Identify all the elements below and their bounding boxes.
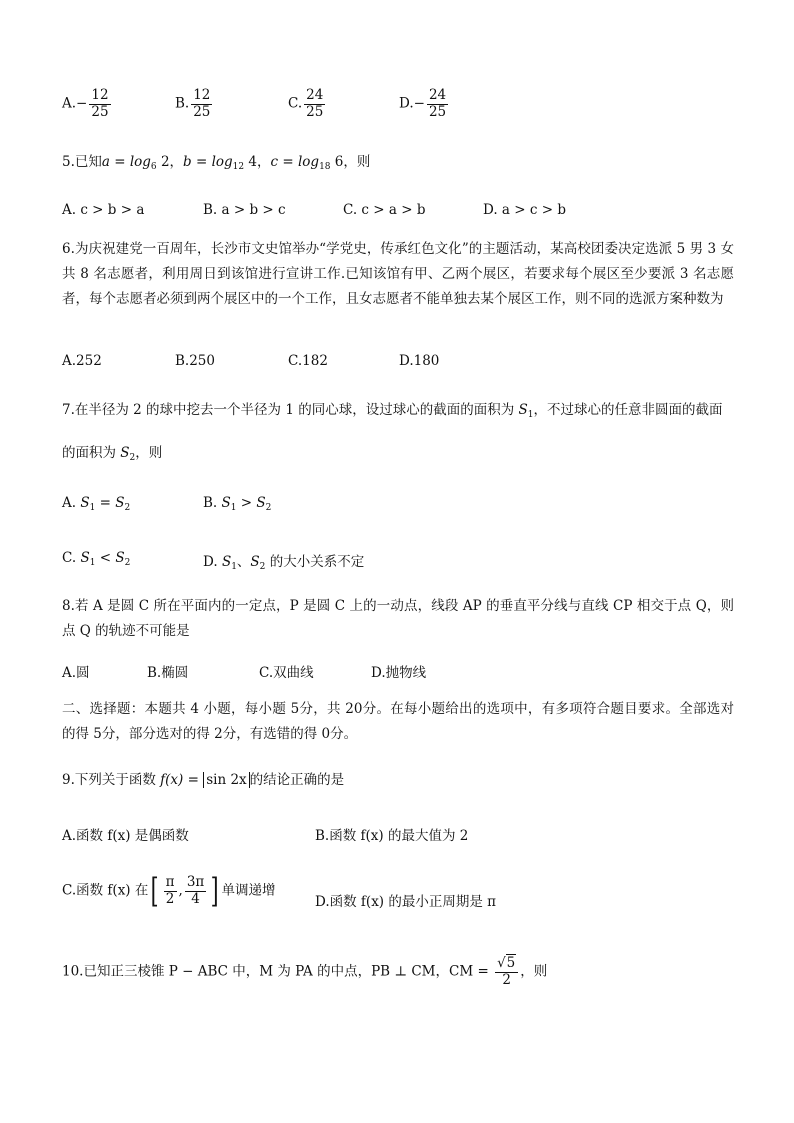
q9-stem [62,768,344,788]
q4-option-d [399,88,450,120]
q9-option-d: D.函数 f(x) 的最小正周期是 π [315,894,497,910]
option-label: D. [399,95,414,112]
q5-b-expr: b = log [183,154,233,170]
denominator: 25 [306,103,324,120]
q9-option-b: B.函数 f(x) 的最大值为 2 [315,828,469,844]
q8-option-d: D.抛物线 [371,665,427,681]
q9-text: 的结论正确的是 [249,772,345,788]
q7-stem-line1: 7.在半径为 2 的球中挖去一个半径为 1 的同心球，设过球心的截面的面积为 $S_1$，不过球心的任意非圆面的截面 [62,402,723,420]
separator: ， [257,154,271,170]
q7-text: ，不过球心的任意非圆面的截面 [533,402,723,418]
q5-c-expr: c = log [270,154,320,170]
q7-option-a: A. $S_1 = S_2$ [62,495,131,513]
q8-option-a: A.圆 [62,665,90,681]
symbol-s: S [115,495,125,511]
numerator: 24 [428,87,447,103]
fraction [191,88,212,120]
absolute-value: sin 2x [203,772,249,788]
q5-stem [62,150,370,172]
q5-c-arg: 6 [330,154,344,170]
q7-stem-line2: 的面积为 $S_2$，则 [62,445,163,463]
q9-text: 单调递增 [221,882,276,899]
q7-text: 的面积为 [62,445,121,461]
option-label: B. [203,495,222,511]
denominator: 25 [91,103,109,120]
symbol-s: S [221,495,231,511]
q7-text: 7.在半径为 2 的球中挖去一个半径为 1 的同心球，设过球心的截面的面积为 [62,402,519,418]
q5-suffix: ，则 [343,154,371,170]
symbol-s: S [80,550,90,566]
symbol-s: S [120,445,130,461]
option-label: B. [175,95,190,112]
q6-option-b: B.250 [175,353,215,369]
q4-option-a [62,88,113,120]
option-label: D. [203,554,222,570]
q7-text: 的大小关系不定 [265,554,365,570]
relation: < [95,550,116,566]
q9-option-c: C.函数 f(x) 在[ $\frac{\pi}{2}$ , $\frac{3\pi}{4}$ ] 单调递增 [62,871,276,911]
q6-option-a: A.252 [62,353,102,369]
numerator: 3π [186,873,205,890]
q8-option-c: C.双曲线 [259,665,314,681]
q4-option-b [175,88,214,120]
denominator: 2 [502,971,511,988]
option-label: A. [62,495,81,511]
option-label: C. [62,550,81,566]
symbol-s: S [250,554,260,570]
symbol-s: S [518,402,528,418]
option-sign: − [76,95,88,112]
q9-option-a: A.函数 f(x) 是偶函数 [62,828,189,844]
numerator: 12 [193,87,211,103]
q5-c-base: 18 [319,162,331,172]
q4-option-c [288,88,327,120]
option-label: A. [62,95,77,112]
q5-option-c: C. c > a > b [343,202,426,218]
fraction [495,956,518,988]
q6-option-d: D.180 [399,353,440,369]
denominator: 25 [428,103,447,120]
option-sign: − [413,95,425,112]
q5-a-base: 6 [150,162,157,172]
fraction [427,88,448,120]
symbol-s: S [221,554,232,570]
separator: 、 [236,554,251,570]
radicand: 5 [506,955,516,971]
q7-option-d: D. $S_1$、$S_2$ 的大小关系不定 [203,554,365,572]
relation: = [95,495,116,511]
q8-option-b: B.椭圆 [147,665,189,681]
left-bracket: [ [151,871,159,911]
q5-a-arg: 2 [156,154,170,170]
q9-text: 9.下列关于函数 [62,772,161,788]
q6-option-c: C.182 [288,353,328,369]
q5-option-b: B. a > b > c [203,202,286,218]
q9-text: C.函数 f(x) 在 [62,882,149,899]
q10-text: 10.已知正三棱锥 P − ABC 中，M 为 PA 的中点，PB ⊥ CM，CM = [62,963,494,980]
q5-a-expr: a = log [101,154,151,170]
q10-text: ，则 [520,963,548,980]
q7-text: ，则 [135,445,163,461]
symbol-s: S [115,550,125,566]
numerator: 12 [91,87,109,103]
fraction [89,88,110,120]
symbol-s: S [80,495,90,511]
fraction [164,875,177,907]
separator: ， [169,154,184,170]
relation: > [236,495,257,511]
q6-stem: 6.为庆祝建党一百周年，长沙市文史馆举办“学党史，传承红色文化”的主题活动，某高校团委决定选派 5 男 3 女共 8 名志愿者，利用周日到该馆进行宣讲工作.已知该馆有甲、乙两个展区，若要求每个展区至少要派 3 名志愿者，每个志愿者必须到两个展区中的一个工作，且女志愿者不能单独去某个展区工作，则不同的选派方案种数为 [62,241,734,307]
q5-b-base: 12 [232,162,245,172]
q5-option-d: D. a > c > b [483,202,566,218]
q5-prefix: 5.已知 [62,154,102,170]
fraction [185,875,206,907]
section-2-instructions: 二、选择题：本题共 4 小题，每小题 5分，共 20分。在每小题给出的选项中，有多项符合题目要求。全部选对的得 5分，部分选对的得 2分，有选错的得 0分。 [62,701,734,742]
denominator: 2 [165,890,175,907]
denominator: 4 [191,890,200,907]
numerator: √5 [495,956,518,973]
q5-b-arg: 4 [244,154,258,170]
fraction [304,88,325,120]
right-bracket: ] [210,871,219,911]
symbol-s: S [256,495,266,511]
numerator: π [165,873,175,890]
q7-option-c: C. $S_1 < S_2$ [62,550,131,568]
q7-option-b: B. $S_1 > S_2$ [203,495,272,513]
numerator: 24 [306,87,324,103]
option-label: C. [288,95,303,112]
function-expr: f(x) = [160,772,204,788]
q8-stem: 8.若 A 是圆 C 所在平面内的一定点，P 是圆 C 上的一动点，线段 AP 的垂直平分线与直线 CP 相交于点 Q，则点 Q 的轨迹不可能是 [62,598,734,639]
q10-stem [62,956,547,988]
denominator: 25 [193,103,211,120]
q5-option-a: A. c > b > a [62,202,145,218]
